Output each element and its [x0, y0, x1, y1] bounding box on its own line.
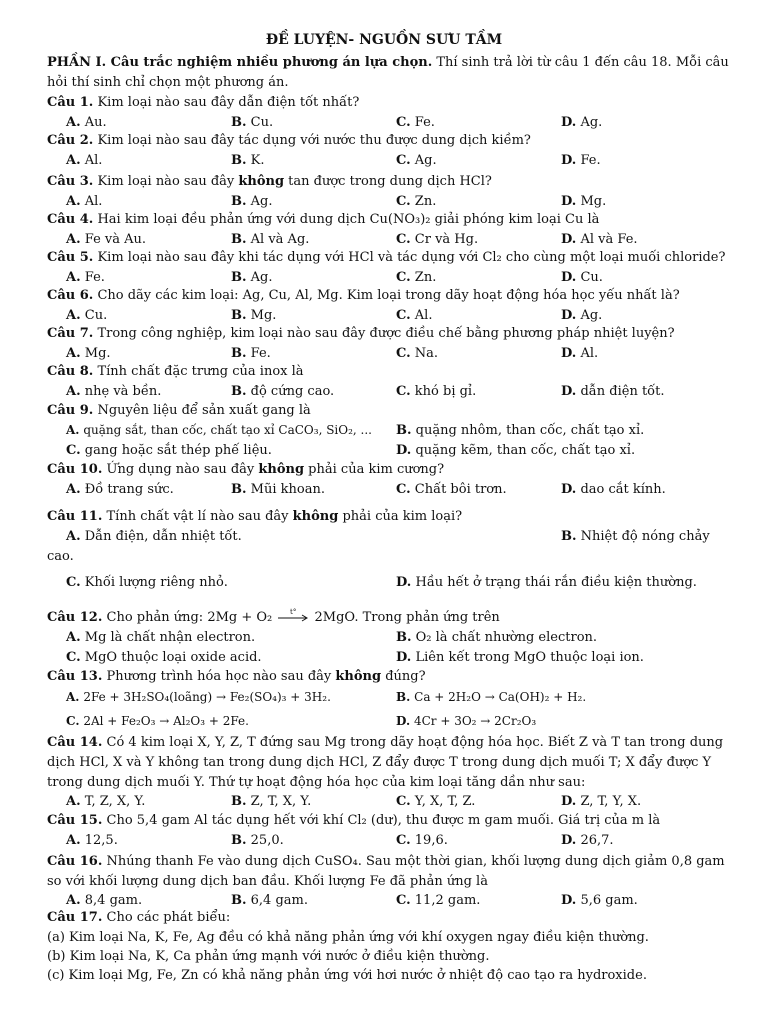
option-d[interactable]: D. Hầu hết ở trạng thái rắn điều kiện thường.: [396, 575, 697, 590]
option-a[interactable]: A. Au.: [66, 115, 107, 130]
option-b[interactable]: B. Z, T, X, Y.: [231, 794, 312, 809]
option-c[interactable]: C. Cr và Hg.: [396, 232, 479, 247]
option-c[interactable]: C. Fe.: [396, 115, 435, 130]
option-a[interactable]: A. Cu.: [66, 308, 108, 323]
option-b[interactable]: B. Mũi khoan.: [231, 482, 325, 497]
option-c[interactable]: C. khó bị gỉ.: [396, 384, 477, 399]
part1-label: PHẦN I. Câu trắc nghiệm nhiều phương án lựa chọn.: [47, 55, 433, 70]
statement-c: (c) Kim loại Mg, Fe, Zn có khả năng phản ứng với hơi nước ở nhiệt độ cao tạo ra hydroxide.: [47, 968, 647, 983]
option-c[interactable]: C. Ag.: [396, 153, 437, 168]
option-a[interactable]: A. Mg là chất nhận electron.: [66, 630, 256, 645]
option-b[interactable]: B. độ cứng cao.: [231, 384, 335, 399]
option-d[interactable]: D. Cu.: [561, 270, 603, 285]
option-a[interactable]: A. 12,5.: [66, 833, 118, 848]
option-c[interactable]: C. Na.: [396, 346, 439, 361]
option-b-wrap: cao.: [47, 549, 74, 564]
option-d[interactable]: D. dao cắt kính.: [561, 482, 666, 497]
option-d[interactable]: D. Z, T, Y, X.: [561, 794, 642, 809]
option-a[interactable]: A. Al.: [66, 153, 103, 168]
option-d[interactable]: D. Ag.: [561, 115, 603, 130]
option-d[interactable]: D. Fe.: [561, 153, 601, 168]
option-b[interactable]: B. quặng nhôm, than cốc, chất tạo xỉ.: [396, 423, 645, 438]
question-text: Kim loại nào sau đây dẫn điện tốt nhất?: [93, 95, 360, 110]
option-b[interactable]: B. 25,0.: [231, 833, 284, 848]
option-b[interactable]: B. Fe.: [231, 346, 271, 361]
option-a[interactable]: A. Đồ trang sức.: [66, 482, 174, 497]
statement-a: (a) Kim loại Na, K, Fe, Ag đều có khả năng phản ứng với khí oxygen ngay điều kiện thường.: [47, 930, 649, 945]
option-c[interactable]: C. 11,2 gam.: [396, 893, 481, 908]
option-b[interactable]: B. K.: [231, 153, 265, 168]
option-d[interactable]: D. Liên kết trong MgO thuộc loại ion.: [396, 650, 644, 665]
option-a[interactable]: A. quặng sắt, than cốc, chất tạo xỉ CaCO₃, SiO₂, ...: [66, 423, 372, 437]
option-c[interactable]: C. Khối lượng riêng nhỏ.: [66, 575, 228, 590]
question-16: Câu 16. Nhúng thanh Fe vào dung dịch CuSO₄. Sau một thời gian, khối lượng dung dịch giảm 0,8 gam so với khối lượng dung dịch ban đầu. Khối lượng Fe đã phản ứng là: [47, 854, 725, 889]
option-a[interactable]: A. Dẫn điện, dẫn nhiệt tốt.: [66, 529, 242, 544]
option-a[interactable]: A. Al.: [66, 194, 103, 209]
option-c[interactable]: C. 19,6.: [396, 833, 448, 848]
question-5: Câu 5. Kim loại nào sau đây khi tác dụng với HCl và tác dụng với Cl₂ cho cùng một loại muối chloride?: [47, 250, 726, 265]
question-3: Câu 3. Kim loại nào sau đây không tan được trong dung dịch HCl?: [47, 174, 492, 189]
statement-b: (b) Kim loại Na, K, Ca phản ứng mạnh với nước ở điều kiện thường.: [47, 949, 490, 964]
option-c[interactable]: C. Al.: [396, 308, 433, 323]
svg-text:t°: t°: [290, 607, 297, 616]
option-d[interactable]: D. Mg.: [561, 194, 607, 209]
option-a[interactable]: A. Fe.: [66, 270, 105, 285]
question-13: Câu 13. Phương trình hóa học nào sau đây không đúng?: [47, 669, 426, 684]
question-8: Câu 8. Tính chất đặc trưng của inox là: [47, 364, 304, 379]
option-b[interactable]: B. Cu.: [231, 115, 274, 130]
question-1: [47, 95, 359, 110]
option-d[interactable]: D. Ag.: [561, 308, 603, 323]
question-15: Câu 15. Cho 5,4 gam Al tác dụng hết với khí Cl₂ (dư), thu được m gam muối. Giá trị của m là: [47, 813, 661, 828]
option-c[interactable]: C. MgO thuộc loại oxide acid.: [66, 650, 262, 665]
part1-instruction-cont: hỏi thí sinh chỉ chọn một phương án.: [47, 75, 289, 90]
option-d[interactable]: D. dẫn điện tốt.: [561, 384, 665, 399]
question-14: Câu 14. Có 4 kim loại X, Y, Z, T đứng sau Mg trong dãy hoạt động hóa học. Biết Z và T tan trong dung dịch HCl, X và Y không tan trong dung dịch HCl, Z đẩy được T trong dung dịch muối T; X đẩy được Y trong dung dịch muối Y. Thứ tự hoạt động hóa học của kim loại tăng dần như sau:: [47, 735, 724, 790]
document-title: ĐỀ LUYỆN- NGUỒN SƯU TẦM: [265, 32, 503, 48]
option-b[interactable]: B. Nhiệt độ nóng chảy: [561, 529, 710, 544]
part1-header: [47, 55, 729, 70]
option-d[interactable]: D. 5,6 gam.: [561, 893, 638, 908]
question-12: Câu 12. Cho phản ứng: 2Mg + O₂ t° 2MgO. Trong phản ứng trên: [47, 607, 500, 625]
option-d[interactable]: D. quặng kẽm, than cốc, chất tạo xỉ.: [396, 443, 636, 458]
option-a[interactable]: A. Mg.: [66, 346, 111, 361]
option-a[interactable]: A. nhẹ và bền.: [66, 384, 162, 399]
option-b[interactable]: B. 6,4 gam.: [231, 893, 308, 908]
option-c[interactable]: C. Zn.: [396, 270, 437, 285]
option-b[interactable]: B. Ca + 2H₂O → Ca(OH)₂ + H₂.: [396, 690, 587, 704]
option-b[interactable]: B. Ag.: [231, 194, 273, 209]
option-d[interactable]: D. 26,7.: [561, 833, 614, 848]
option-c[interactable]: C. 2Al + Fe₂O₃ → Al₂O₃ + 2Fe.: [66, 714, 249, 728]
question-9: Câu 9. Nguyên liệu để sản xuất gang là: [47, 403, 311, 418]
option-d[interactable]: D. Al.: [561, 346, 599, 361]
option-c[interactable]: C. gang hoặc sắt thép phế liệu.: [66, 443, 272, 458]
option-d[interactable]: D. 4Cr + 3O₂ → 2Cr₂O₃: [396, 714, 537, 728]
question-2: Câu 2. Kim loại nào sau đây tác dụng với nước thu được dung dịch kiềm?: [47, 133, 531, 148]
option-a[interactable]: A. Fe và Au.: [66, 232, 147, 247]
question-6: Câu 6. Cho dãy các kim loại: Ag, Cu, Al, Mg. Kim loại trong dãy hoạt động hóa học yếu nhất là?: [47, 288, 680, 303]
part1-instruction: Thí sinh trả lời từ câu 1 đến câu 18. Mỗi câu: [432, 55, 729, 70]
option-c[interactable]: C. Zn.: [396, 194, 437, 209]
question-7: Câu 7. Trong công nghiệp, kim loại nào sau đây được điều chế bằng phương pháp nhiệt luyện?: [47, 326, 675, 341]
reaction-arrow-icon: [276, 607, 310, 624]
question-17: Câu 17. Cho các phát biểu:: [47, 910, 231, 925]
question-4: Câu 4. Hai kim loại đều phản ứng với dung dịch Cu(NO₃)₂ giải phóng kim loại Cu là: [47, 212, 600, 227]
question-number: Câu 1.: [47, 95, 94, 110]
option-b[interactable]: B. Mg.: [231, 308, 277, 323]
option-a[interactable]: A. 8,4 gam.: [66, 893, 143, 908]
option-b[interactable]: B. Al và Ag.: [231, 232, 310, 247]
question-10: Câu 10. Ứng dụng nào sau đây không phải của kim cương?: [47, 462, 445, 477]
option-d[interactable]: D. Al và Fe.: [561, 232, 638, 247]
question-11: Câu 11. Tính chất vật lí nào sau đây không phải của kim loại?: [47, 509, 463, 524]
option-c[interactable]: C. Y, X, T, Z.: [396, 794, 476, 809]
option-b[interactable]: B. O₂ là chất nhường electron.: [396, 630, 598, 645]
option-b[interactable]: B. Ag.: [231, 270, 273, 285]
option-a[interactable]: A. 2Fe + 3H₂SO₄(loãng) → Fe₂(SO₄)₃ + 3H₂.: [66, 690, 331, 704]
option-a[interactable]: A. T, Z, X, Y.: [66, 794, 146, 809]
option-c[interactable]: C. Chất bôi trơn.: [396, 482, 507, 497]
